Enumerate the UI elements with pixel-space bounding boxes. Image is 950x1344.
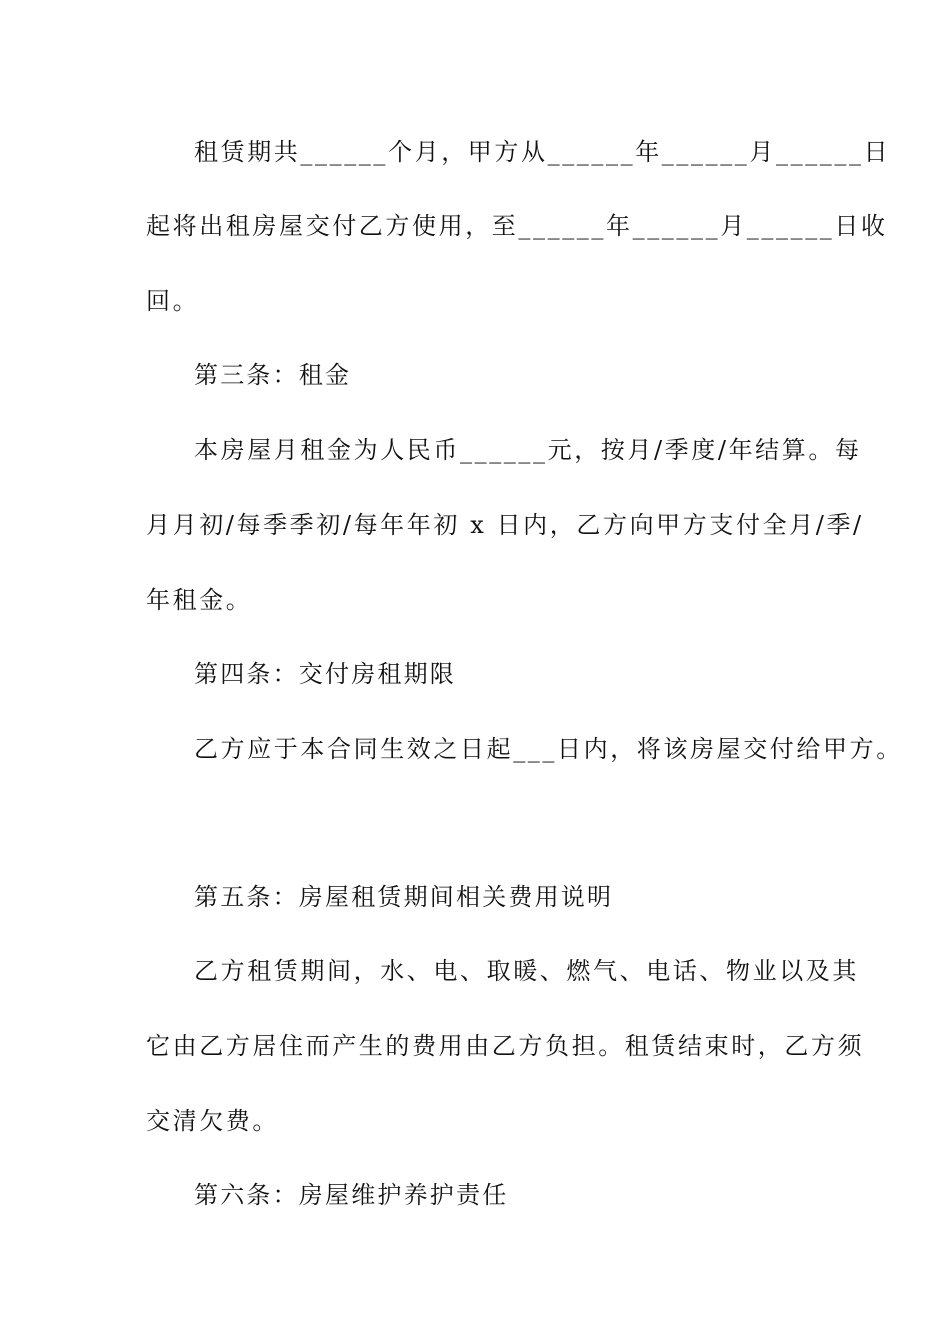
paragraph-payment-deadline: 乙方应于本合同生效之日起___日内，将该房屋交付给甲方。	[194, 735, 903, 763]
paragraph-fees-line-2: 它由乙方居住而产生的费用由乙方负担。租赁结束时，乙方须	[146, 1032, 865, 1060]
paragraph-rent-line-1: 本房屋月租金为人民币______元，按月/季度/年结算。每	[194, 436, 862, 464]
section-heading-payment-deadline: 第四条：交付房租期限	[194, 660, 456, 688]
paragraph-fees-line-1: 乙方租赁期间，水、电、取暖、燃气、电话、物业以及其	[194, 957, 859, 985]
paragraph-lease-term-line-2: 起将出租房屋交付乙方使用，至______年______月______日收	[146, 212, 888, 240]
paragraph-rent-line-2: 月月初/每季季初/每年年初 x 日内，乙方向甲方支付全月/季/	[146, 511, 864, 539]
section-heading-rent: 第三条：租金	[194, 361, 352, 389]
section-heading-maintenance: 第六条：房屋维护养护责任	[194, 1181, 509, 1209]
paragraph-lease-term-line-1: 租赁期共______个月，甲方从______年______月______日	[194, 138, 891, 166]
paragraph-fees-line-3: 交清欠费。	[146, 1107, 279, 1135]
section-heading-fees: 第五条：房屋租赁期间相关费用说明	[194, 883, 614, 911]
paragraph-lease-term-line-3: 回。	[146, 287, 200, 315]
paragraph-rent-line-3: 年租金。	[146, 586, 253, 614]
